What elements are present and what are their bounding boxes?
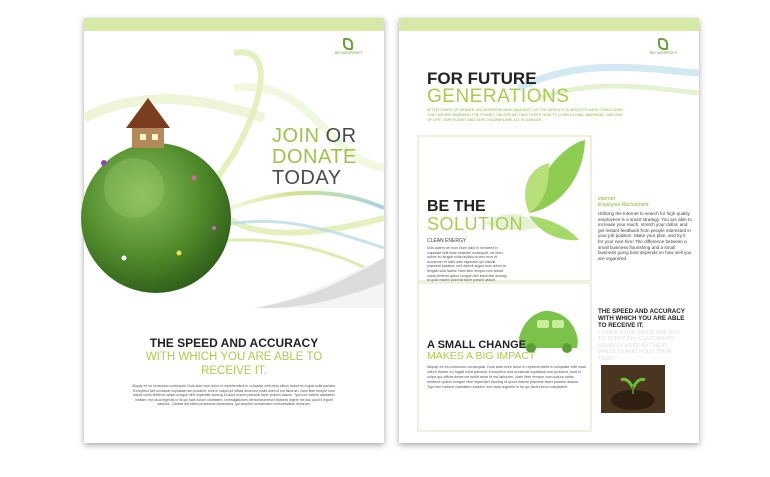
- nonprofit-logo: BIG NONPROFIT: [650, 38, 676, 55]
- solution-title: SOLUTION: [427, 214, 524, 234]
- intro-text: AFTER YEARS OF DEBATE, AN OVERWHELMING MAJORITY OF THE WORLD'S SCIENTISTS HAVE CONCLUDED THAT WE ARE WARMING THE PLANET. UNLESS WE TAKE STEPS NOW TO CURB GLOBAL WARMING, OUR WAY OF LIFE, OUR PLANET AND OUR CHILDREN ARE ALL IN DANGER.: [427, 108, 623, 122]
- internet-body: Utilizing the Internet to search for high quality employees is a smart strategy. You are able to increase your reach, stretch your dollar, and get instant feedback from people interested in your job position. Make your plan, and try it for your next hire! The difference between a small business flourishing and a small business going bust depends on how well you are organized: [598, 211, 692, 261]
- left-flyer-page: [84, 18, 384, 443]
- leaf-logo-icon: [658, 38, 668, 50]
- clean-energy-body: Duis autem vel eum iriure dolor in hendrerit in vulputate velit esse molestie consequat, vel illum dolore eu feugiat nulla facilisis at vero eros et accumsan et iusto odio dignissim qui blandit praesent luptatum zzril delenit augue duis dolore te feugait nulla facilisi. Nam liber tempor cum soluta nobis eleifend option congue nihil imperdiet doming id quod mazim placerat facer possim assum.: [427, 246, 507, 283]
- join-or-donate-title: JOIN OR DONATE TODAY: [272, 125, 357, 189]
- right-flyer-page: [399, 18, 699, 443]
- left-body-text: Aliquip ex ea commodo consequat. Duis aute irure dolor in reprehenderit in voluptate velit esse cillum dolore eu fugiat nulla pariatur. Excepteur sint occaecat cupidatat non proident, sunt in culpa qui officia deserunt mollit anim id est laborum. Nam liber tempor cum soluta nobis eleifend option congue nihil imperdiet doming id quod mazim placerat facer possim assum. Typi non habent claritatem insitam; est usus legentis in iis qui facit eorum claritatem. Investigationes demonstraverunt lectores legere me lius quod ii legunt saepius. Claritas est etiam processus dynamicus, qui sequitur mutationem consuetudium lectorum.: [132, 384, 336, 407]
- internet-subtitle: Employee Recruitment: [598, 202, 649, 208]
- future-title: FOR FUTURE: [427, 69, 537, 88]
- nonprofit-logo: BIG NONPROFIT: [335, 38, 361, 55]
- faded-text: COMPETITIVE PRICE ARE PUT TO SCRUTINY. CUSTOMERS USUALLY VOTE BY THEIR WALLETS AND HOLD THEM TIGHT.: [598, 330, 680, 362]
- left-subheadline-1: WITH WHICH YOU ARE ABLE TO: [145, 351, 323, 363]
- small-change-body: Aliquip ex ea commodo consequat. Duis aute irure dolor in reprehenderit in voluptate velit esse cillum dolore eu fugiat nulla pariatur. Excepteur sint occaecat cupidatat non proident, sunt in culpa qui officia deserunt mollit anim id est laborum. Nam liber tempor cum soluta nobis eleifend option congue nihil imperdiet doming id quod mazim placerat facer possim assum. Typi non habent claritatem insitam; est usus legentis in iis qui facit eorum claritatem.: [427, 365, 587, 389]
- speed-headline: THE SPEED AND ACCURACY WITH WHICH YOU ARE ABLE TO RECEIVE IT.: [598, 308, 685, 330]
- left-subheadline-2: RECEIVE IT.: [201, 365, 267, 377]
- be-the-title: BE THE: [427, 198, 486, 215]
- clean-energy-label: CLEAN ENERGY: [427, 238, 467, 244]
- big-impact-title: MAKES A BIG IMPACT: [427, 350, 536, 362]
- generations-title: GENERATIONS: [427, 86, 570, 107]
- small-change-title: A SMALL CHANGE: [427, 339, 526, 351]
- left-headline: THE SPEED AND ACCURACY: [149, 336, 319, 350]
- internet-title: Internet: [598, 196, 615, 202]
- leaf-logo-icon: [343, 38, 353, 50]
